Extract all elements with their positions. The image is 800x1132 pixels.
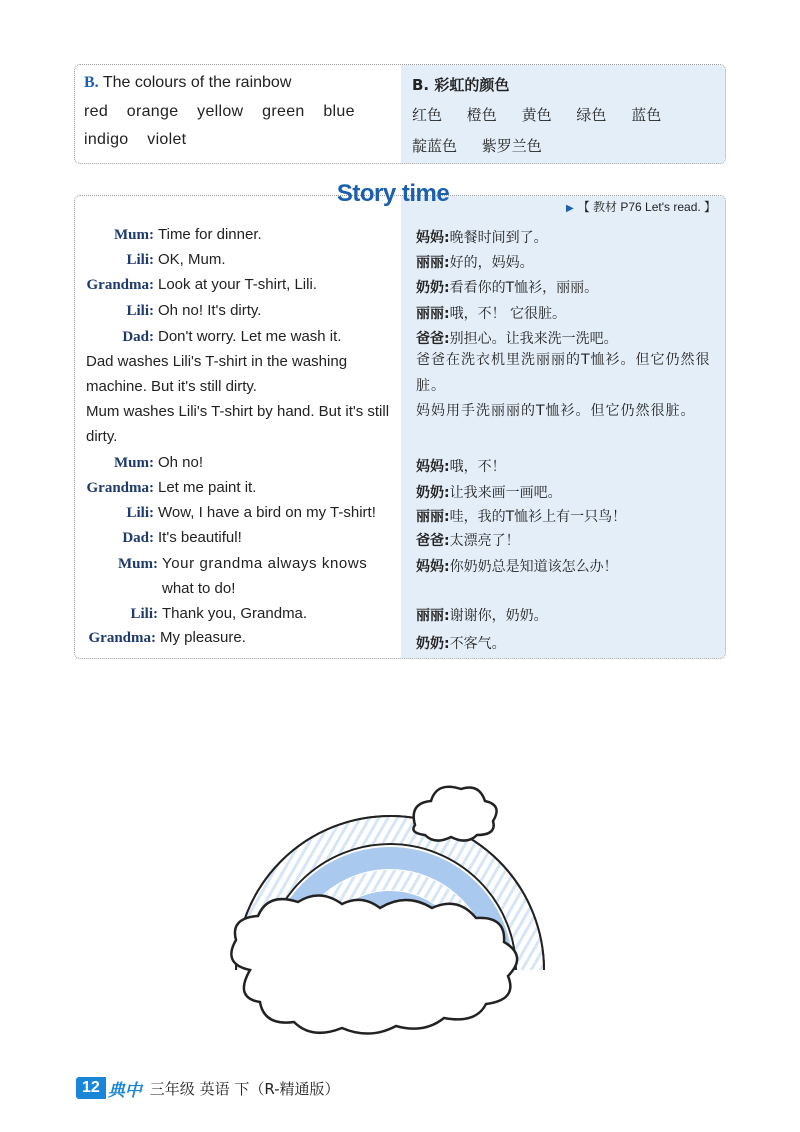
dialog-line [0, 251, 800, 269]
cn-speaker: 丽丽: [416, 509, 450, 525]
cn-dialog-line [416, 227, 548, 247]
line-text: Time for dinner. [158, 226, 262, 243]
small-cloud [413, 787, 496, 841]
cn-text: 让我来画一画吧。 [449, 485, 562, 501]
big-cloud [231, 895, 517, 1033]
section-b-title-text: The colours of the rainbow [102, 74, 292, 91]
cn-speaker: 妈妈: [416, 230, 450, 246]
color-word: orange [126, 103, 179, 120]
cn-color-word: 黄色 [521, 106, 552, 124]
line-text: Wow, I have a bird on my T-shirt! [158, 504, 376, 521]
reference-text: 【 教材 P76 Let's read. 】 [577, 200, 717, 214]
color-word: blue [323, 103, 355, 120]
speaker: Lili: [126, 505, 154, 521]
cn-text: 太漂亮了！ [449, 533, 520, 549]
line-text: Don't worry. Let me wash it. [158, 328, 342, 345]
narration-paragraph: Dad washes Lili's T-shirt in the washing machine. But it's still dirty. [86, 353, 348, 395]
cn-dialog-line [416, 605, 548, 625]
cn-narration: 爸爸在洗衣机里洗丽丽的T恤衫。但它仍然很脏。 [416, 352, 711, 394]
cn-dialog-line [416, 482, 562, 502]
cn-text: 看看你的T恤衫，丽丽。 [449, 280, 599, 296]
brand-logo: 典中 [107, 1080, 142, 1101]
line-text: what to do! [162, 580, 236, 597]
color-word: violet [147, 131, 187, 148]
cn-speaker: 奶奶: [416, 485, 450, 501]
line-text: It's beautiful! [158, 529, 242, 546]
cn-narration: 妈妈用手洗丽丽的T恤衫。但它仍然很脏。 [416, 403, 696, 419]
dialog-line [0, 226, 800, 244]
book-title: 三年级 英语 下（R-精通版） [149, 1079, 340, 1098]
cn-text: 你奶奶总是知道该怎么办！ [449, 559, 618, 575]
story-title: Story time [336, 180, 450, 207]
dialog-line [0, 479, 800, 497]
line-text: Oh no! [158, 454, 204, 471]
line-text: Your grandma always knows [162, 555, 368, 572]
speaker: Lili: [126, 252, 154, 268]
dialog-line [0, 302, 800, 320]
speaker: Dad: [122, 329, 154, 345]
page-number: 12 [76, 1077, 106, 1099]
section-b-title [84, 74, 291, 92]
cn-speaker: 妈妈: [416, 459, 450, 475]
cn-color-word: 靛蓝色 [412, 137, 458, 155]
cn-dialog-line [416, 556, 618, 576]
speaker: Mum: [118, 556, 158, 572]
cn-color-word: 蓝色 [631, 106, 662, 124]
cn-dialog-line [416, 277, 598, 297]
cn-text: 哦，不！ [449, 459, 506, 475]
colors-line-2 [84, 131, 200, 149]
dialog-line-continued [0, 580, 800, 598]
section-b-letter: B. [84, 74, 99, 91]
cn-speaker: 奶奶: [416, 636, 450, 652]
dialog-line [0, 276, 800, 294]
speaker: Dad: [122, 530, 154, 546]
color-word: red [84, 103, 109, 120]
cn-speaker: 妈妈: [416, 559, 450, 575]
dialog-line [0, 454, 800, 472]
rainbow-cloud-illustration [220, 770, 550, 1050]
cn-text: 不客气。 [449, 636, 506, 652]
cn-dialog-line [416, 530, 520, 550]
cn-speaker: 丽丽: [416, 306, 450, 322]
cn-speaker: 爸爸: [416, 331, 450, 347]
triangle-icon: ▶ [566, 203, 574, 214]
speaker: Lili: [130, 606, 158, 622]
cn-color-word: 橙色 [466, 106, 497, 124]
cn-dialog-line [416, 303, 566, 323]
cn-text: 哦，不！ 它很脏。 [449, 306, 567, 322]
cn-speaker: 奶奶: [416, 280, 450, 296]
cn-dialog-line [416, 252, 534, 272]
speaker: Grandma: [86, 480, 154, 496]
cn-speaker: 丽丽: [416, 608, 450, 624]
line-text: Thank you, Grandma. [162, 605, 308, 622]
speaker: Grandma: [86, 277, 154, 293]
cn-text: 晚餐时间到了。 [449, 230, 548, 246]
cn-color-word: 紫罗兰色 [481, 137, 542, 155]
line-text: My pleasure. [160, 629, 246, 646]
color-word: yellow [197, 103, 244, 120]
speaker: Mum: [114, 455, 154, 471]
color-word: indigo [84, 131, 129, 148]
cn-text: 好的，妈妈。 [449, 255, 534, 271]
dialog-line [0, 555, 800, 573]
dialog-line [0, 504, 800, 522]
cn-text: 谢谢你，奶奶。 [449, 608, 548, 624]
speaker: Lili: [126, 303, 154, 319]
dialog-line [0, 605, 800, 623]
cn-text: 别担心。让我来洗一洗吧。 [449, 331, 618, 347]
speaker: Grandma: [88, 630, 156, 646]
dialog-line [0, 328, 800, 346]
narration-paragraph: Mum washes Lili's T-shirt by hand. But it's still dirty. [86, 403, 390, 445]
colors-line-1 [84, 103, 369, 121]
cn-dialog-line [416, 506, 626, 526]
cn-color-word: 红色 [412, 106, 443, 124]
line-text: Look at your T-shirt, Lili. [158, 276, 317, 293]
cn-colors-line-2 [412, 135, 562, 156]
cn-dialog-line [416, 456, 506, 476]
line-text: Let me paint it. [158, 479, 257, 496]
speaker: Mum: [114, 227, 154, 243]
section-b-cn-title: B. 彩虹的颜色 [412, 76, 510, 94]
cn-speaker: 爸爸: [416, 533, 450, 549]
cn-colors-line-1 [412, 104, 681, 125]
cn-color-word: 绿色 [576, 106, 607, 124]
cn-speaker: 丽丽: [416, 255, 450, 271]
line-text: Oh no! It's dirty. [158, 302, 262, 319]
dialog-line [0, 629, 800, 647]
dialog-line [0, 529, 800, 547]
line-text: OK, Mum. [158, 251, 226, 268]
cn-dialog-line [416, 633, 506, 653]
page-footer [76, 1075, 340, 1101]
textbook-reference [566, 198, 716, 215]
cn-dialog-line [416, 328, 618, 348]
color-word: green [262, 103, 305, 120]
cn-text: 哇，我的T恤衫上有一只鸟！ [449, 509, 627, 525]
